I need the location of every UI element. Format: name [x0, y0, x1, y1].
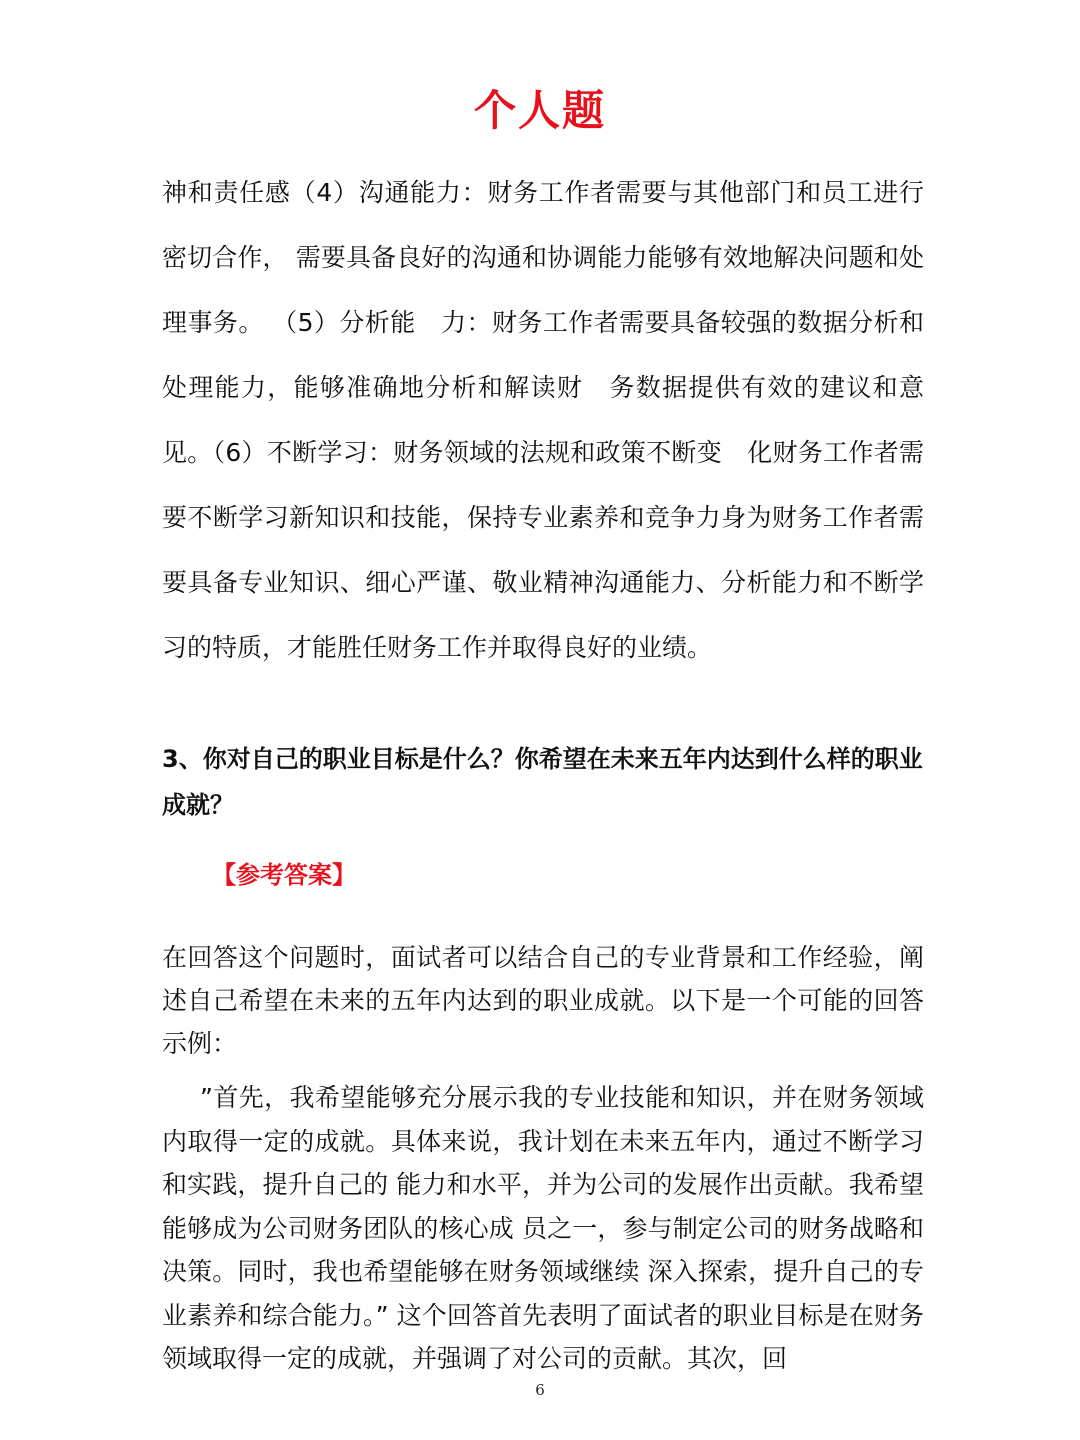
- body-paragraph-3: ”首先，我希望能够充分展示我的专业技能和知识，并在财务领域内取得一定的成就。具体来说，我计划在未来五年内，通过不断学习和实践，提升自己的 能力和水平，并为公司的发展作出贡献。我希望能够成为公司财务团队的核心成 员之一，参与制定公司的财务战略和决策。同时，我也希望能够在财务领域继续 深入探索，提升自己的专业素养和综合能力。” 这个回答首先表明了面试者的职业目标是在财务领域取得一定的成就，并强调了对公司的贡献。其次，回: [162, 1083, 924, 1373]
- page-title: 个人题: [473, 86, 606, 135]
- page-number: 6: [535, 1381, 545, 1399]
- question-heading: 3、你对自己的职业目标是什么？你希望在未来五年内达到什么样的职业成就？: [162, 745, 923, 819]
- body-paragraph-1: 神和责任感（4）沟通能力：财务工作者需要与其他部门和员工进行密切合作， 需要具备良好的沟通和协调能力能够有效地解决问题和处理事务。 （5）分析能 力：财务工作者需要具备较强的数据分析和处理能力，能够准确地分析和解读财 务数据提供有效的建议和意见。（6）不断学习：财务领域的法规和政策不断变 化财务工作者需要不断学习新知识和技能，保持专业素养和竞争力身为财务工作者需要具备专业知识、细心严谨、敬业精神沟通能力、分析能力和不断学习的特质，才能胜任财务工作并取得良好的业绩。: [162, 178, 924, 662]
- reference-answer-label: 【参考答案】: [212, 861, 356, 889]
- body-paragraph-2: 在回答这个问题时，面试者可以结合自己的专业背景和工作经验，阐述自己希望在未来的五年内达到的职业成就。以下是一个可能的回答示例：: [162, 943, 924, 1058]
